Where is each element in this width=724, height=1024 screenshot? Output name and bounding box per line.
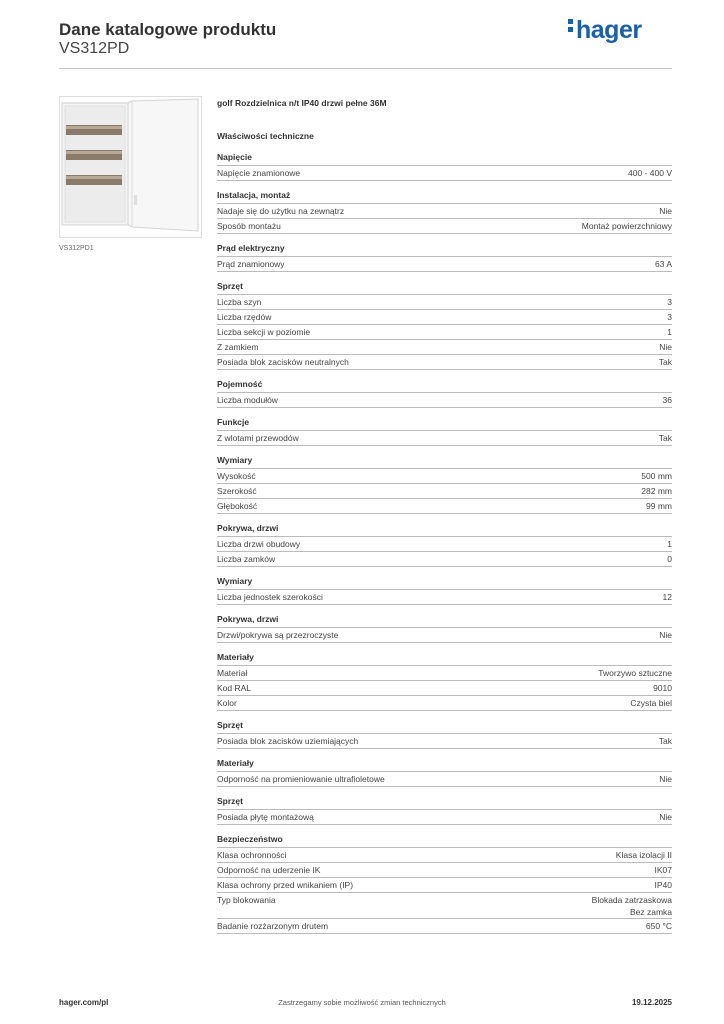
spec-row bbox=[217, 393, 672, 408]
spec-value: 0 bbox=[667, 554, 672, 564]
spec-value: 3 bbox=[667, 297, 672, 307]
spec-value: Czysta biel bbox=[630, 698, 672, 708]
spec-section bbox=[217, 240, 672, 272]
spec-value: IP40 bbox=[654, 880, 672, 890]
spec-label: Liczba sekcji w poziomie bbox=[217, 327, 311, 337]
distribution-board-icon bbox=[60, 97, 201, 237]
page-title: Dane katalogowe produktu bbox=[59, 20, 277, 39]
spec-row bbox=[217, 537, 672, 552]
spec-value: IK07 bbox=[654, 865, 672, 875]
section-title: Materiały bbox=[217, 649, 672, 666]
spec-label: Kolor bbox=[217, 698, 237, 708]
spec-row bbox=[217, 734, 672, 749]
spec-value: Nie bbox=[659, 630, 672, 640]
section-title: Sprzęt bbox=[217, 278, 672, 295]
spec-row bbox=[217, 810, 672, 825]
spec-row bbox=[217, 484, 672, 499]
spec-row bbox=[217, 681, 672, 696]
spec-row bbox=[217, 204, 672, 219]
spec-value: 12 bbox=[662, 592, 672, 602]
spec-label: Odporność na uderzenie IK bbox=[217, 865, 321, 875]
spec-row bbox=[217, 848, 672, 863]
spec-row bbox=[217, 431, 672, 446]
spec-value: Nie bbox=[659, 342, 672, 352]
footer-website: hager.com/pl bbox=[59, 998, 109, 1007]
spec-row bbox=[217, 878, 672, 893]
spec-label: Badanie rozżarzonym drutem bbox=[217, 921, 329, 931]
spec-section bbox=[217, 831, 672, 934]
spec-row bbox=[217, 590, 672, 605]
image-caption: VS312PD1 bbox=[59, 245, 94, 252]
section-title: Pokrywa, drzwi bbox=[217, 611, 672, 628]
spec-row bbox=[217, 666, 672, 681]
spec-row bbox=[217, 295, 672, 310]
spec-label: Z zamkiem bbox=[217, 342, 259, 352]
spec-label: Drzwi/pokrywa są przezroczyste bbox=[217, 630, 339, 640]
section-title: Materiały bbox=[217, 755, 672, 772]
spec-label: Liczba drzwi obudowy bbox=[217, 539, 301, 549]
spec-label: Głębokość bbox=[217, 501, 258, 511]
spec-label: Prąd znamionowy bbox=[217, 259, 285, 269]
product-description: golf Rozdzielnica n/t IP40 drzwi pełne 36M bbox=[217, 98, 387, 108]
spec-section bbox=[217, 611, 672, 643]
spec-value: 63 A bbox=[654, 259, 672, 269]
spec-value: 3 bbox=[667, 312, 672, 322]
section-title: Wymiary bbox=[217, 452, 672, 469]
spec-section bbox=[217, 278, 672, 370]
spec-row bbox=[217, 893, 672, 919]
spec-label: Szerokość bbox=[217, 486, 257, 496]
section-title: Prąd elektryczny bbox=[217, 240, 672, 257]
product-code: VS312PD bbox=[59, 40, 130, 57]
spec-label: Napięcie znamionowe bbox=[217, 168, 301, 178]
spec-row bbox=[217, 310, 672, 325]
section-title: Sprzęt bbox=[217, 717, 672, 734]
spec-row bbox=[217, 499, 672, 514]
spec-value: 1 bbox=[667, 539, 672, 549]
product-image bbox=[59, 96, 202, 238]
spec-section bbox=[217, 755, 672, 787]
spec-value: Nie bbox=[659, 812, 672, 822]
spec-value: Montaż powierzchniowy bbox=[581, 221, 672, 231]
spec-row bbox=[217, 340, 672, 355]
spec-value: 99 mm bbox=[646, 501, 672, 511]
spec-row bbox=[217, 219, 672, 234]
spec-value: Tak bbox=[658, 357, 672, 367]
spec-row bbox=[217, 552, 672, 567]
spec-label: Sposób montażu bbox=[217, 221, 281, 231]
logo-dots-icon bbox=[568, 19, 574, 35]
spec-label: Nadaje się do użytku na zewnątrz bbox=[217, 206, 345, 216]
logo-text: hager bbox=[576, 16, 642, 44]
spec-row bbox=[217, 355, 672, 370]
spec-section bbox=[217, 149, 672, 181]
section-title: Napięcie bbox=[217, 149, 672, 166]
spec-value: 36 bbox=[662, 395, 672, 405]
spec-row bbox=[217, 919, 672, 934]
spec-value: 650 °C bbox=[645, 921, 672, 931]
spec-label: Klasa ochronności bbox=[217, 850, 287, 860]
spec-value: Tak bbox=[658, 736, 672, 746]
spec-label: Z wlotami przewodów bbox=[217, 433, 299, 443]
spec-value: Blokada zatrzaskowa Bez zamka bbox=[591, 895, 672, 917]
section-title: Instalacja, montaż bbox=[217, 187, 672, 204]
spec-label: Liczba rzędów bbox=[217, 312, 272, 322]
spec-section bbox=[217, 452, 672, 514]
spec-label: Posiada blok zacisków neutralnych bbox=[217, 357, 349, 367]
spec-label: Materiał bbox=[217, 668, 248, 678]
spec-label: Liczba szyn bbox=[217, 297, 262, 307]
spec-section bbox=[217, 414, 672, 446]
spec-section bbox=[217, 717, 672, 749]
spec-label: Wysokość bbox=[217, 471, 256, 481]
spec-row bbox=[217, 166, 672, 181]
spec-row bbox=[217, 469, 672, 484]
section-title: Wymiary bbox=[217, 573, 672, 590]
header-divider bbox=[59, 68, 672, 69]
spec-section bbox=[217, 793, 672, 825]
section-title: Sprzęt bbox=[217, 793, 672, 810]
spec-value: Klasa izolacji II bbox=[615, 850, 672, 860]
spec-value: Tworzywo sztuczne bbox=[598, 668, 672, 678]
spec-label: Typ blokowania bbox=[217, 895, 276, 905]
spec-section bbox=[217, 187, 672, 234]
spec-label: Odporność na promieniowanie ultrafioletowe bbox=[217, 774, 385, 784]
section-title: Funkcje bbox=[217, 414, 672, 431]
spec-value: Tak bbox=[658, 433, 672, 443]
spec-section bbox=[217, 520, 672, 567]
spec-value: 282 mm bbox=[641, 486, 672, 496]
spec-value: 400 - 400 V bbox=[628, 168, 672, 178]
footer-disclaimer: Zastrzegamy sobie możliwość zmian technicznych bbox=[278, 998, 446, 1007]
spec-row bbox=[217, 628, 672, 643]
section-title: Bezpieczeństwo bbox=[217, 831, 672, 848]
properties-title: Właściwości techniczne bbox=[217, 131, 314, 141]
spec-value: Nie bbox=[659, 206, 672, 216]
spec-label: Klasa ochrony przed wnikaniem (IP) bbox=[217, 880, 354, 890]
spec-row bbox=[217, 257, 672, 272]
spec-value: 500 mm bbox=[641, 471, 672, 481]
spec-label: Posiada blok zacisków uziemiających bbox=[217, 736, 359, 746]
spec-content bbox=[217, 96, 672, 934]
spec-row bbox=[217, 696, 672, 711]
spec-label: Posiada płytę montażową bbox=[217, 812, 314, 822]
section-title: Pojemność bbox=[217, 376, 672, 393]
spec-row bbox=[217, 325, 672, 340]
spec-value: 9010 bbox=[653, 683, 672, 693]
hager-logo bbox=[568, 16, 642, 45]
spec-section bbox=[217, 649, 672, 711]
spec-label: Liczba modułów bbox=[217, 395, 278, 405]
spec-value: Nie bbox=[659, 774, 672, 784]
spec-value: 1 bbox=[667, 327, 672, 337]
spec-row bbox=[217, 772, 672, 787]
spec-section bbox=[217, 573, 672, 605]
spec-sections bbox=[217, 149, 672, 934]
section-title: Pokrywa, drzwi bbox=[217, 520, 672, 537]
spec-label: Liczba jednostek szerokości bbox=[217, 592, 323, 602]
footer-date: 19.12.2025 bbox=[631, 998, 672, 1007]
spec-section bbox=[217, 376, 672, 408]
spec-label: Liczba zamków bbox=[217, 554, 276, 564]
spec-label: Kod RAL bbox=[217, 683, 252, 693]
spec-row bbox=[217, 863, 672, 878]
